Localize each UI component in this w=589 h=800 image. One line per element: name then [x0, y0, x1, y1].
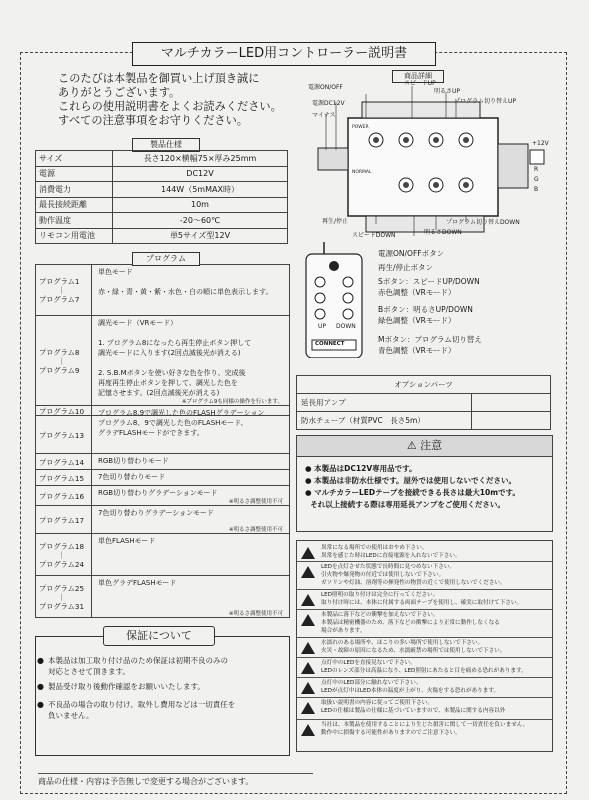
- spec-key: サイズ: [36, 151, 113, 167]
- option-table: [296, 375, 551, 430]
- warranty-item: ● 本製品は加工取り付け品のため保証は初期不良のみの 対応とさせて頂きます。: [48, 655, 228, 677]
- spec-key: 電源: [36, 166, 113, 182]
- program-row: [36, 415, 289, 454]
- program-text: 7色切り替わりグラデーションモード: [98, 509, 214, 517]
- label-power-mark: POWER: [352, 125, 369, 130]
- warranty-heading: 保証について: [103, 626, 215, 646]
- remote-down-label: DOWN: [336, 323, 356, 330]
- spec-value: 長さ120×横幅75×厚み25mm: [113, 151, 288, 167]
- remote-desc-m: Mボタン：プログラム切り替え 青色調整（VRモード）: [378, 335, 482, 355]
- label-play-stop: 再生/停止: [322, 218, 349, 225]
- label-g: G: [534, 176, 539, 183]
- label-brightness-up: 明るさUP: [434, 88, 461, 95]
- warning-icon: [301, 614, 315, 626]
- program-note: ※プログラム9も同様の操作を行います。: [181, 399, 283, 405]
- program-note: ※明るさ調整使用不可: [228, 611, 283, 617]
- program-note: ※明るさ調整使用不可: [228, 499, 283, 505]
- program-label: プログラム13: [36, 416, 92, 454]
- warning-row: [297, 589, 552, 610]
- program-label: プログラム1 ｜ プログラム7: [36, 265, 92, 315]
- spec-row: [36, 213, 288, 229]
- program-text: 単色モード 赤・緑・青・黄・紫・水色・白の順に単色表示します。: [98, 268, 273, 296]
- warning-icon: [301, 724, 315, 736]
- caution-item: ● マルチカラーLEDテープを接続できる長さは最大10mです。: [305, 488, 520, 497]
- program-label: プログラム8 ｜ プログラム9: [36, 316, 92, 406]
- remote-connect-label: CONNECT: [315, 341, 345, 347]
- spec-value: 144W（5mMAX時）: [113, 182, 288, 198]
- program-text: RGB切り替わりモード: [98, 457, 169, 465]
- program-text: 単色グラデFLASHモード: [98, 579, 177, 587]
- program-text: 単色FLASHモード: [98, 537, 156, 545]
- intro-text: このたびは本製品を御買い上げ頂き誠に ありがとうございます。 これらの使用説明書をよくお読みください。 すべての注意事項をお守りください。: [58, 72, 282, 127]
- option-item: 延長用アンプ: [297, 394, 472, 412]
- program-text: プログラム8,9で調光した色のFLASHグラデーション: [98, 409, 265, 417]
- program-row: [36, 469, 289, 486]
- remote-section: [296, 240, 558, 365]
- program-text: 7色切り替わりモード: [98, 473, 166, 481]
- caution-item: ● 本製品はDC12V専用品です。: [305, 464, 417, 473]
- label-program-down: プログラム切り替えDOWN: [446, 219, 520, 226]
- spec-row: [36, 197, 288, 213]
- warning-row: [297, 561, 552, 590]
- remote-up-label: UP: [318, 323, 327, 330]
- program-label: プログラム10: [36, 406, 92, 416]
- label-b: B: [534, 186, 539, 193]
- program-label: プログラム25 ｜ プログラム31: [36, 576, 92, 618]
- label-plus12v: +12V: [532, 140, 549, 147]
- program-note: ※明るさ調整使用不可: [228, 527, 283, 533]
- program-row: [36, 265, 289, 315]
- warning-text: LED照明の取り付けは完全に行ってください。 取り付け時には、本体に付属する両面テープを使用し、確実に取付けて下さい。: [321, 592, 523, 606]
- spec-row: [36, 166, 288, 182]
- label-dc12v: 電源DC12V: [312, 100, 345, 107]
- caution-item: ● 本製品は非防水仕様です。屋外では使用しないでください。: [305, 476, 517, 485]
- label-minus: マイナス: [312, 112, 336, 119]
- spec-key: 最長接続距離: [36, 197, 113, 213]
- label-r: R: [534, 166, 539, 173]
- warranty-item: ● 不良品の場合の取り付け、取外し費用などは一切責任を 負いません。: [48, 699, 235, 721]
- spec-value: -20〜60℃: [113, 213, 288, 229]
- warning-row: [297, 719, 552, 744]
- spec-value: DC12V: [113, 166, 288, 182]
- warning-text: 点灯中のLED部分に触れないで下さい。 LEDが点灯中はLED本体の温度が上がり、火傷をする恐れがあります。: [321, 680, 500, 694]
- warning-text: 本製品に落下などの衝撃を加えないで下さい。 本製品は精密機器のため、落下などの衝撃により正常に動作しなくなる 場合があります。: [321, 612, 500, 634]
- controller-button-center: [433, 137, 439, 143]
- controller-button-center: [403, 182, 409, 188]
- spec-key: リモコン用電池: [36, 228, 113, 244]
- program-heading: プログラム: [132, 252, 200, 266]
- label-brightness-down: 明るさDOWN: [424, 229, 462, 236]
- warning-row: [297, 677, 552, 698]
- warning-text: 当社は、本製品を使用することにより生じた損害に関して一切責任を負いません。 動作中に損傷する可能性がありますのでご注意下さい。: [321, 722, 529, 736]
- label-power-onoff: 電源ON/OFF: [308, 84, 343, 91]
- warning-text: 点灯中のLEDを直接見ないで下さい。 LEDのレンズ部分は高温になり、LED照射にあたると目を痛める恐れがあります。: [321, 660, 527, 674]
- caution-icon: ⚠: [406, 439, 421, 452]
- option-item: 防水チューブ（材質PVC 長さ5m）: [297, 412, 472, 430]
- controller-button-center: [433, 182, 439, 188]
- program-row: [36, 533, 289, 576]
- controller-button-center: [403, 137, 409, 143]
- remote-desc-play: 再生/停止ボタン: [378, 263, 434, 272]
- spec-row: [36, 182, 288, 198]
- option-heading: オプションパーツ: [297, 376, 551, 394]
- remote-desc-b: Bボタン：明るさUP/DOWN 緑色調整（VRモード）: [378, 305, 473, 325]
- program-row: [36, 485, 289, 506]
- warning-icon: [301, 566, 315, 578]
- spec-table: [35, 150, 288, 244]
- page-title: マルチカラーLED用コントローラー説明書: [132, 42, 436, 66]
- program-label: プログラム15: [36, 470, 92, 486]
- warning-row: [297, 657, 552, 678]
- warranty-item: ● 製品受け取り後動作確認をお願いいたします。: [48, 681, 205, 692]
- warning-text: 取扱い説明書の内容に従ってご使用下さい。 LEDの仕様は製品の仕様に基づいていますので、本製品に関する内容以外: [321, 700, 506, 714]
- spec-row: [36, 228, 288, 244]
- footer-note: 商品の仕様・内容は予告無しで変更する場合がございます。: [38, 773, 313, 787]
- program-row: [36, 505, 289, 534]
- diagram-heading: 商品詳細: [392, 70, 444, 83]
- warning-row: [297, 697, 552, 720]
- warning-icon: [301, 682, 315, 694]
- caution-item: それ以上接続する際は専用延長アンプをご使用ください。: [310, 500, 505, 509]
- controller-button-center: [463, 137, 469, 143]
- remote-desc-s: Sボタン：スピードUP/DOWN 赤色調整（VRモード）: [378, 277, 480, 297]
- warning-row: [297, 637, 552, 658]
- spec-key: 消費電力: [36, 182, 113, 198]
- label-normal-mark: NORMAL: [352, 170, 372, 175]
- spec-row: [36, 151, 288, 167]
- program-text: 調光モード（VRモード） 1. プログラム8になったら再生停止ボタン押して 調光モードに入ります(2回点滅後光が消える) 2. S.B.Mボタンを使い好きな色を作り、完成後 再度再生停止ボタンを押して、調光した色を 記憶させます。(2回点滅後光が消える): [98, 319, 252, 397]
- program-label: プログラム17: [36, 506, 92, 534]
- caution-box: [296, 435, 553, 532]
- program-text: RGB切り替わりグラデーションモード: [98, 489, 218, 497]
- program-label: プログラム18 ｜ プログラム24: [36, 534, 92, 576]
- controller-button-center: [463, 182, 469, 188]
- label-program-up: プログラム切り替えUP: [454, 98, 516, 105]
- spec-key: 動作温度: [36, 213, 113, 229]
- warning-row: [297, 543, 552, 561]
- warning-icon: [301, 547, 315, 559]
- warning-text: 異常になる場所での使用はおやめ下さい。 異常を感じた時はLEDに直接電源を入れないで下さい。: [321, 545, 461, 559]
- warning-icon: [301, 642, 315, 654]
- warning-icon: [301, 662, 315, 674]
- program-row: [36, 315, 289, 406]
- spec-value: 10m: [113, 197, 288, 213]
- program-table: [35, 264, 290, 618]
- program-text: プログラム8、9で調光した色のFLASHモード、 グラデFLASHモードができます。: [98, 419, 248, 437]
- warranty-box: [35, 636, 290, 756]
- program-row: [36, 575, 289, 618]
- warning-text: LEDを点灯させた状態で長時間に見つめない下さい。 引火物や爆発物の付近では使用しないで下さい。 ガソリンや灯油、溶剤等の揮発性の物質の近くで使用しないでください。: [321, 564, 506, 586]
- remote-desc-power: 電源ON/OFFボタン: [378, 249, 445, 258]
- warning-row: [297, 609, 552, 638]
- label-speed-down: スピードDOWN: [352, 232, 396, 239]
- warning-icon: [301, 702, 315, 714]
- spec-heading: 製品仕様: [132, 138, 200, 152]
- program-label: プログラム16: [36, 486, 92, 506]
- label-speed-up: スピードUP: [404, 80, 436, 87]
- program-row: [36, 453, 289, 470]
- warning-table: [296, 540, 553, 752]
- controller-button-center: [373, 137, 379, 143]
- warning-icon: [301, 594, 315, 606]
- warning-text: 水濡れのある場所や、ほこりの多い場所で使用しないで下さい。 火災・故障の原因になるため、水濡厳禁の場所では使用しないで下さい。: [321, 640, 506, 654]
- program-label: プログラム14: [36, 454, 92, 470]
- caution-heading: 注意: [420, 439, 443, 452]
- controller-diagram: [296, 70, 558, 242]
- spec-value: 単5サイズ型12V: [113, 228, 288, 244]
